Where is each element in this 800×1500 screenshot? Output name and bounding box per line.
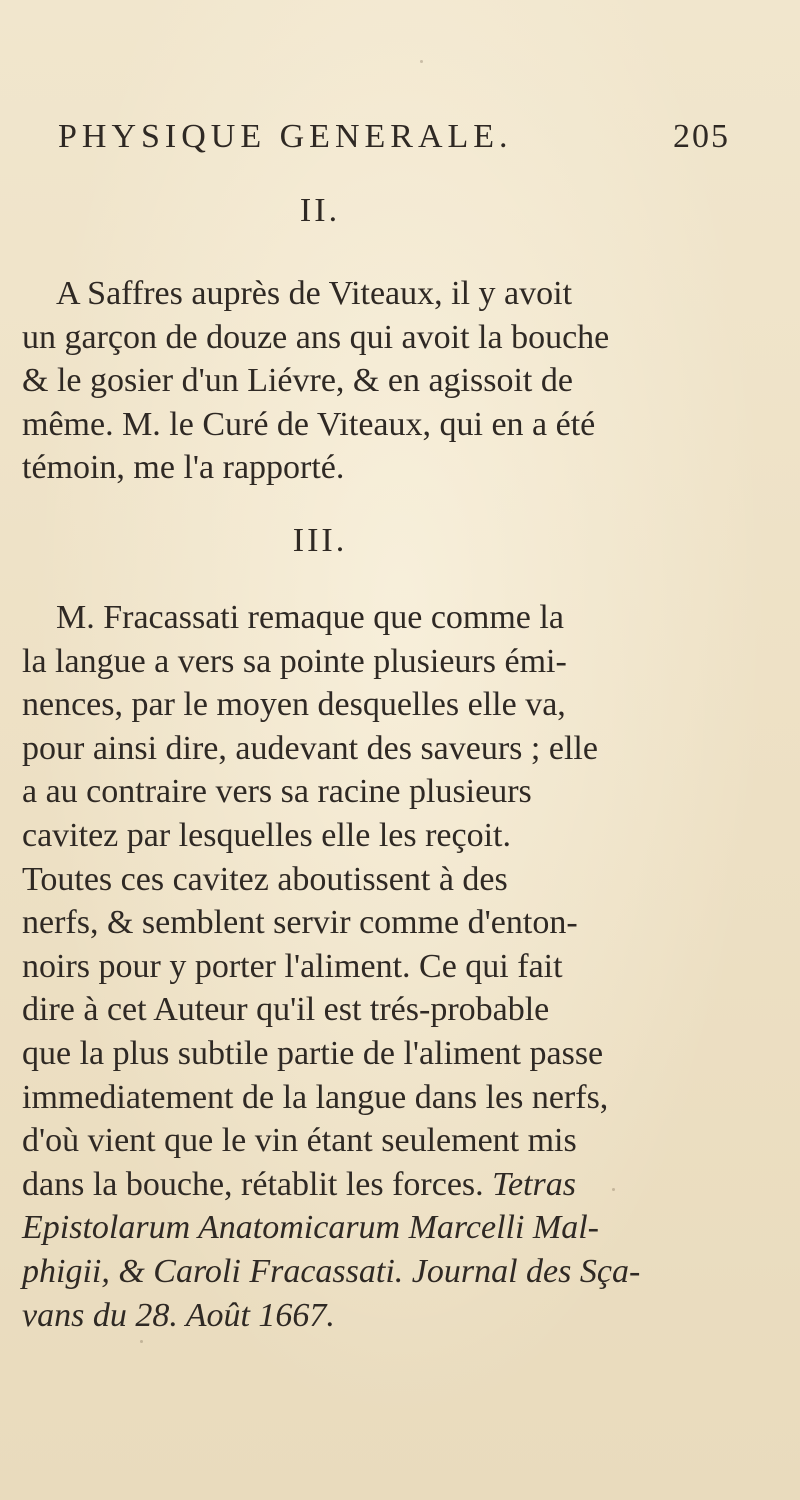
text-line: nences, par le moyen desquelles elle va, (22, 686, 566, 724)
text-line: même. M. le Curé de Viteaux, qui en a été (22, 405, 596, 443)
text-line: immediatement de la langue dans les nerfs, (22, 1078, 609, 1116)
text-line: M. Fracassati remaque que comme la (56, 599, 564, 636)
text-line: A Saffres auprès de Viteaux, il y avoit (56, 275, 573, 312)
text-line: a au contraire vers sa racine plusieurs (22, 773, 532, 811)
text-line: témoin, me l'a rapporté. (22, 449, 345, 487)
paragraph-section-2 (22, 272, 672, 490)
citation-line: Epistolarum Anatomicarum Marcelli Mal- (22, 1209, 600, 1247)
text-line: pour ainsi dire, audevant des saveurs ; elle (22, 729, 598, 767)
citation-line: phigii, & Caroli Fracassati. Journal des Sça- (22, 1252, 641, 1290)
text-line: nerfs, & semblent servir comme d'enton- (22, 904, 578, 942)
text-line: cavitez par lesquelles elle les reçoit. (22, 816, 511, 854)
text-line: la langue a vers sa pointe plusieurs émi- (22, 642, 567, 680)
section-heading-2: II. (299, 192, 341, 229)
running-title: PHYSIQUE GENERALE. (58, 118, 513, 155)
section-heading-3: III. (292, 522, 348, 559)
citation-line: vans du 28. Août 1667. (22, 1296, 335, 1334)
text-line: que la plus subtile partie de l'aliment passe (22, 1034, 604, 1072)
text-line: un garçon de douze ans qui avoit la bouche (22, 318, 610, 356)
paper-speck (420, 60, 423, 63)
paper-speck (612, 1188, 615, 1191)
text-line: noirs pour y porter l'aliment. Ce qui fait (22, 947, 563, 985)
paragraph-section-3 (22, 596, 672, 1337)
page-number: 205 (673, 118, 730, 155)
text-line: d'où vient que le vin étant seulement mis (22, 1122, 577, 1160)
text-line: dire à cet Auteur qu'il est trés-probable (22, 991, 550, 1029)
text-line-with-citation (22, 1163, 672, 1207)
running-head (58, 112, 730, 162)
citation-text: Tetras (492, 1165, 576, 1203)
text-line: & le gosier d'un Liévre, & en agissoit de (22, 362, 573, 400)
text-line: dans la bouche, rétablit les forces. (22, 1165, 484, 1203)
text-line: Toutes ces cavitez aboutissent à des (22, 860, 508, 898)
paper-speck (140, 1340, 143, 1343)
